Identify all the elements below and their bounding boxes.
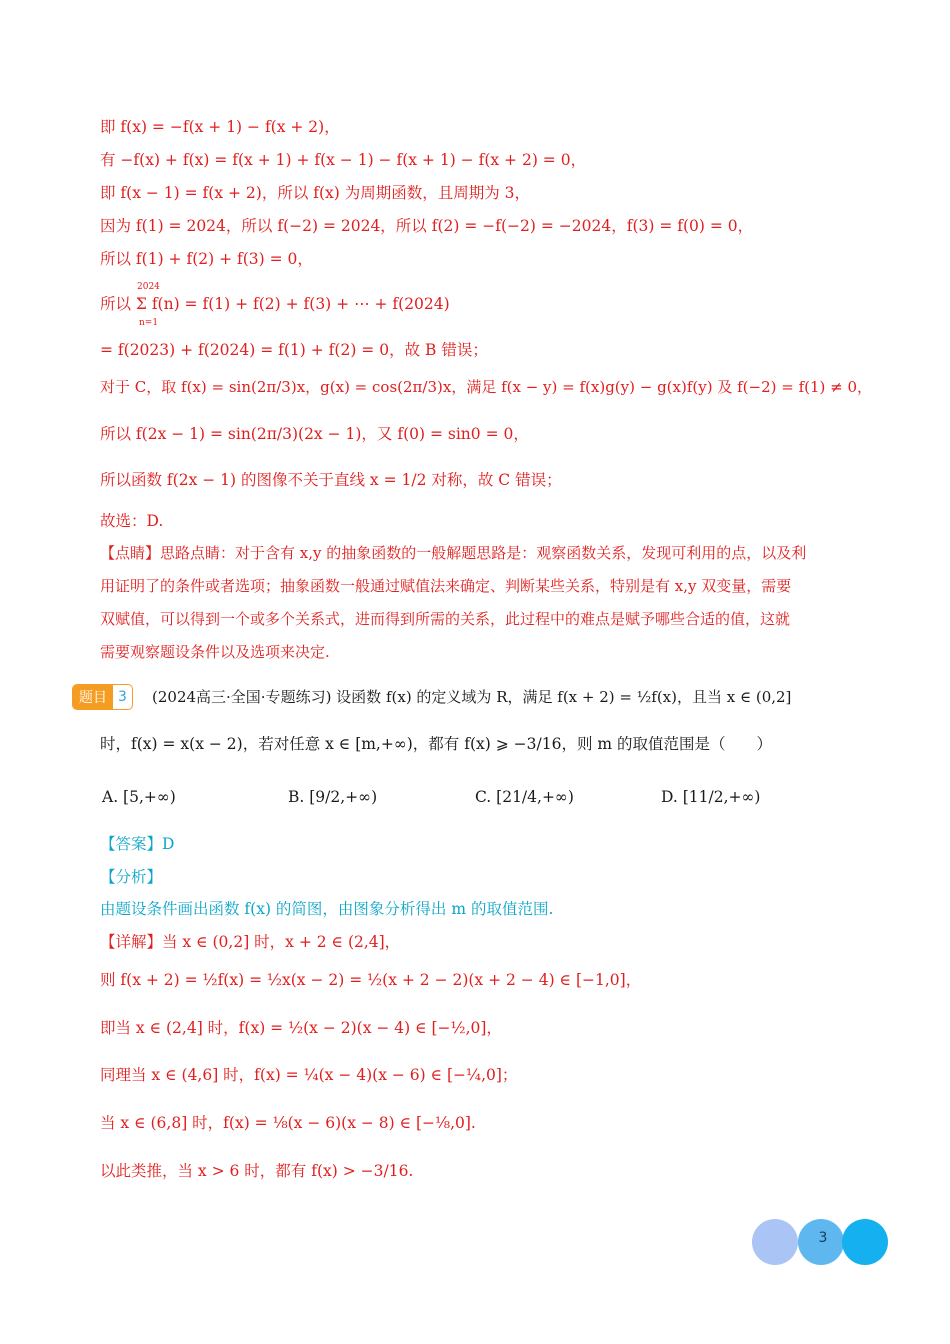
detail-line-5: 当 x ∈ (6,8] 时，f(x) = ⅛(x − 6)(x − 8) ∈ [−⅛,0]. <box>100 1114 476 1132</box>
footer-circle-dark <box>842 1219 888 1265</box>
solution-line-6: 所以 Σ f(n) = f(1) + f(2) + f(3) + ⋯ + f(2024) <box>100 295 450 313</box>
option-c: C. [21/4,+∞) <box>475 788 574 806</box>
choice-conclusion: 故选：D. <box>100 512 164 530</box>
solution-line-7: = f(2023) + f(2024) = f(1) + f(2) = 0，故 B 错误； <box>100 341 488 359</box>
analysis-title: 【分析】 <box>100 868 163 886</box>
tip-line-3: 双赋值，可以得到一个或多个关系式，进而得到所需的关系，此过程中的难点是赋予哪些合适的值，这就 <box>100 610 791 628</box>
solution-line-2: 有 −f(x) + f(x) = f(x + 1) + f(x − 1) − f(x + 1) − f(x + 2) = 0， <box>100 151 587 169</box>
option-b: B. [9/2,+∞) <box>288 788 378 806</box>
option-d: D. [11/2,+∞) <box>661 788 761 806</box>
detail-line-6: 以此类推，当 x > 6 时，都有 f(x) > −3/16. <box>100 1162 414 1180</box>
sum-lower-limit: n=1 <box>139 318 159 328</box>
solution-line-10: 所以函数 f(2x − 1) 的图像不关于直线 x = 1/2 对称，故 C 错误； <box>100 471 562 489</box>
page-number: 3 <box>818 1230 828 1246</box>
footer-circle-light <box>752 1219 798 1265</box>
analysis-text: 由题设条件画出函数 f(x) 的简图，由图象分析得出 m 的取值范围. <box>100 900 554 918</box>
solution-line-8: 对于 C，取 f(x) = sin(2π/3)x，g(x) = cos(2π/3)x，满足 f(x − y) = f(x)g(y) − g(x)f(y) 及 f(−2) = f(1) ≠ 0， <box>100 378 873 396</box>
tip-line-1: 【点睛】思路点睛：对于含有 x,y 的抽象函数的一般解题思路是：观察函数关系，发现可利用的点，以及利 <box>100 544 807 562</box>
tip-line-4: 需要观察题设条件以及选项来决定. <box>100 643 330 661</box>
solution-line-1: 即 f(x) = −f(x + 1) − f(x + 2)， <box>100 118 340 136</box>
question-badge-label: 题目 <box>73 685 113 709</box>
option-a: A. [5,+∞) <box>102 788 176 806</box>
solution-line-4: 因为 f(1) = 2024，所以 f(−2) = 2024，所以 f(2) = −f(−2) = −2024，f(3) = f(0) = 0， <box>100 217 754 235</box>
detail-line-3: 即当 x ∈ (2,4] 时，f(x) = ½(x − 2)(x − 4) ∈ [−½,0]， <box>100 1019 502 1037</box>
detail-line-1: 【详解】当 x ∈ (0,2] 时，x + 2 ∈ (2,4]， <box>100 933 401 951</box>
solution-line-3: 即 f(x − 1) = f(x + 2)，所以 f(x) 为周期函数，且周期为 3， <box>100 184 531 202</box>
detail-line-2: 则 f(x + 2) = ½f(x) = ½x(x − 2) = ½(x + 2 − 2)(x + 2 − 4) ∈ [−1,0]， <box>100 971 642 989</box>
tip-line-2: 用证明了的条件或者选项；抽象函数一般通过赋值法来确定、判断某些关系，特别是有 x,y 双变量，需要 <box>100 577 792 595</box>
question-stem-line-2: 时，f(x) = x(x − 2)，若对任意 x ∈ [m,+∞)，都有 f(x) ⩾ −3/16，则 m 的取值范围是（ ） <box>100 735 772 753</box>
solution-line-9: 所以 f(2x − 1) = sin(2π/3)(2x − 1)，又 f(0) = sin0 = 0， <box>100 425 529 443</box>
sum-upper-limit: 2024 <box>137 282 160 292</box>
question-badge <box>72 684 133 710</box>
solution-line-5: 所以 f(1) + f(2) + f(3) = 0， <box>100 250 313 268</box>
answer-line: 【答案】D <box>100 835 175 853</box>
question-stem-line-1: (2024高三·全国·专题练习) 设函数 f(x) 的定义域为 R，满足 f(x + 2) = ½f(x)，且当 x ∈ (0,2] <box>152 688 792 706</box>
question-badge-number: 3 <box>113 689 132 705</box>
detail-line-4: 同理当 x ∈ (4,6] 时，f(x) = ¼(x − 4)(x − 6) ∈ [−¼,0]； <box>100 1066 518 1084</box>
